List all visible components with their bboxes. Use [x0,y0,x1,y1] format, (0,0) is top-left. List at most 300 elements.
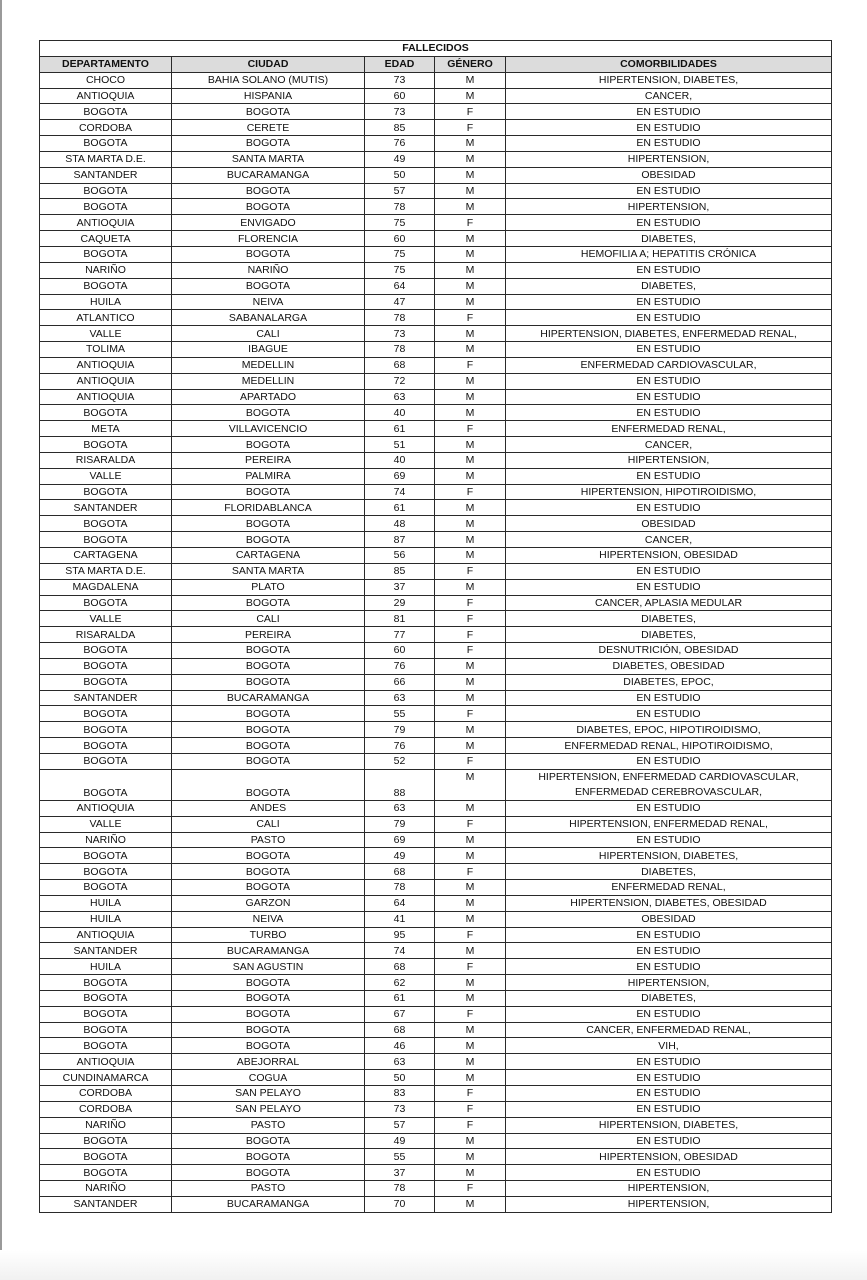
cell-ciudad: BOGOTA [172,880,365,896]
cell-comorbilidades: OBESIDAD [506,911,832,927]
cell-departamento: VALLE [40,611,172,627]
cell-comorbilidades: ENFERMEDAD RENAL, [506,421,832,437]
table-row [40,832,832,848]
cell-genero: M [435,1196,506,1212]
cell-edad: 85 [365,120,435,136]
table-row [40,975,832,991]
table-row [40,199,832,215]
cell-genero: F [435,1181,506,1197]
cell-edad: 50 [365,1070,435,1086]
cell-genero: M [435,437,506,453]
fallecidos-table [39,40,832,1213]
cell-edad: 46 [365,1038,435,1054]
cell-edad: 55 [365,706,435,722]
cell-departamento: HUILA [40,911,172,927]
cell-ciudad: BOGOTA [172,405,365,421]
table-row [40,405,832,421]
cell-genero: M [435,326,506,342]
table-row [40,769,832,800]
table-row [40,595,832,611]
cell-ciudad: CALI [172,611,365,627]
cell-edad: 47 [365,294,435,310]
cell-comorbilidades: EN ESTUDIO [506,927,832,943]
cell-edad: 60 [365,643,435,659]
table-row [40,532,832,548]
cell-departamento: BOGOTA [40,1022,172,1038]
table-row [40,880,832,896]
cell-genero: M [435,405,506,421]
cell-departamento: BOGOTA [40,643,172,659]
cell-comorbilidades: HIPERTENSION, HIPOTIROIDISMO, [506,484,832,500]
cell-departamento: BOGOTA [40,516,172,532]
cell-ciudad: ENVIGADO [172,215,365,231]
cell-comorbilidades: EN ESTUDIO [506,1006,832,1022]
cell-edad: 87 [365,532,435,548]
cell-genero: M [435,990,506,1006]
cell-comorbilidades: EN ESTUDIO [506,1133,832,1149]
cell-comorbilidades: EN ESTUDIO [506,405,832,421]
cell-ciudad: SANTA MARTA [172,563,365,579]
table-row [40,690,832,706]
cell-departamento: BOGOTA [40,246,172,262]
cell-genero: M [435,1054,506,1070]
table-row [40,452,832,468]
cell-genero: M [435,690,506,706]
cell-ciudad: HISPANIA [172,88,365,104]
table-row [40,1054,832,1070]
cell-genero: M [435,516,506,532]
cell-genero: M [435,532,506,548]
table-row [40,1070,832,1086]
cell-comorbilidades: EN ESTUDIO [506,468,832,484]
cell-departamento: BOGOTA [40,183,172,199]
cell-comorbilidades: ENFERMEDAD CARDIOVASCULAR, [506,357,832,373]
cell-comorbilidades: VIH, [506,1038,832,1054]
cell-edad: 37 [365,579,435,595]
cell-comorbilidades: DIABETES, EPOC, [506,674,832,690]
cell-ciudad: ANDES [172,800,365,816]
cell-departamento: BOGOTA [40,864,172,880]
cell-genero: F [435,816,506,832]
cell-comorbilidades: EN ESTUDIO [506,373,832,389]
cell-ciudad: BOGOTA [172,595,365,611]
table-row [40,1149,832,1165]
cell-departamento: ANTIOQUIA [40,373,172,389]
table-title: FALLECIDOS [40,41,832,57]
table-row [40,1101,832,1117]
cell-departamento: BOGOTA [40,975,172,991]
table-row [40,1165,832,1181]
cell-ciudad: FLORIDABLANCA [172,500,365,516]
cell-comorbilidades: EN ESTUDIO [506,120,832,136]
cell-genero: F [435,595,506,611]
cell-departamento: BOGOTA [40,848,172,864]
cell-edad: 75 [365,215,435,231]
table-row [40,421,832,437]
cell-departamento: NARIÑO [40,262,172,278]
cell-comorbilidades: HIPERTENSION, ENFERMEDAD CARDIOVASCULAR, ENFERMEDAD CEREBROVASCULAR, [506,769,832,800]
table-row [40,326,832,342]
table-row [40,357,832,373]
cell-ciudad: SAN AGUSTIN [172,959,365,975]
cell-departamento: VALLE [40,326,172,342]
cell-comorbilidades: HIPERTENSION, ENFERMEDAD RENAL, [506,816,832,832]
cell-edad: 64 [365,895,435,911]
cell-departamento: SANTANDER [40,500,172,516]
cell-departamento: STA MARTA D.E. [40,563,172,579]
cell-edad: 83 [365,1086,435,1102]
cell-ciudad: BOGOTA [172,722,365,738]
cell-comorbilidades: EN ESTUDIO [506,1165,832,1181]
cell-comorbilidades: HIPERTENSION, DIABETES, ENFERMEDAD RENAL, [506,326,832,342]
cell-comorbilidades: HIPERTENSION, OBESIDAD [506,548,832,564]
cell-edad: 60 [365,231,435,247]
cell-edad: 74 [365,943,435,959]
cell-departamento: CORDOBA [40,1101,172,1117]
cell-comorbilidades: EN ESTUDIO [506,690,832,706]
cell-genero: M [435,1038,506,1054]
cell-comorbilidades: EN ESTUDIO [506,136,832,152]
cell-ciudad: BOGOTA [172,1133,365,1149]
table-row [40,437,832,453]
table-row [40,167,832,183]
cell-ciudad: MEDELLIN [172,373,365,389]
cell-comorbilidades: DESNUTRICIÓN, OBESIDAD [506,643,832,659]
cell-edad: 63 [365,800,435,816]
cell-genero: M [435,199,506,215]
cell-edad: 77 [365,627,435,643]
table-row [40,1038,832,1054]
cell-edad: 78 [365,199,435,215]
cell-departamento: BOGOTA [40,595,172,611]
cell-comorbilidades: EN ESTUDIO [506,832,832,848]
cell-edad: 69 [365,468,435,484]
cell-edad: 81 [365,611,435,627]
cell-comorbilidades: HIPERTENSION, DIABETES, [506,72,832,88]
cell-comorbilidades: HIPERTENSION, [506,1196,832,1212]
cell-departamento: STA MARTA D.E. [40,151,172,167]
cell-genero: M [435,800,506,816]
cell-comorbilidades: DIABETES, OBESIDAD [506,658,832,674]
cell-departamento: BOGOTA [40,532,172,548]
table-row [40,548,832,564]
cell-genero: M [435,88,506,104]
cell-edad: 57 [365,183,435,199]
cell-genero: F [435,627,506,643]
table-row [40,278,832,294]
cell-comorbilidades: DIABETES, [506,611,832,627]
cell-comorbilidades: CANCER, ENFERMEDAD RENAL, [506,1022,832,1038]
table-row [40,1006,832,1022]
cell-genero: M [435,943,506,959]
cell-comorbilidades: ENFERMEDAD RENAL, [506,880,832,896]
cell-ciudad: BOGOTA [172,278,365,294]
cell-edad: 68 [365,864,435,880]
cell-departamento: BOGOTA [40,769,172,800]
table-row [40,990,832,1006]
table-row [40,373,832,389]
cell-ciudad: BOGOTA [172,1038,365,1054]
cell-comorbilidades: CANCER, [506,437,832,453]
cell-comorbilidades: DIABETES, EPOC, HIPOTIROIDISMO, [506,722,832,738]
cell-genero: F [435,357,506,373]
cell-comorbilidades: EN ESTUDIO [506,1101,832,1117]
cell-ciudad: NEIVA [172,911,365,927]
cell-edad: 63 [365,1054,435,1070]
cell-ciudad: BOGOTA [172,990,365,1006]
cell-edad: 70 [365,1196,435,1212]
cell-ciudad: COGUA [172,1070,365,1086]
cell-ciudad: BUCARAMANGA [172,1196,365,1212]
cell-departamento: SANTANDER [40,1196,172,1212]
cell-edad: 52 [365,753,435,769]
cell-comorbilidades: EN ESTUDIO [506,706,832,722]
cell-genero: M [435,342,506,358]
cell-edad: 41 [365,911,435,927]
table-row [40,88,832,104]
cell-comorbilidades: HIPERTENSION, DIABETES, [506,848,832,864]
cell-genero: F [435,310,506,326]
cell-departamento: BOGOTA [40,1006,172,1022]
cell-edad: 78 [365,342,435,358]
column-header-ciudad: CIUDAD [172,56,365,72]
cell-genero: M [435,468,506,484]
table-row [40,943,832,959]
cell-departamento: ATLANTICO [40,310,172,326]
cell-edad: 68 [365,959,435,975]
cell-departamento: NARIÑO [40,1117,172,1133]
cell-comorbilidades: DIABETES, [506,864,832,880]
cell-comorbilidades: EN ESTUDIO [506,215,832,231]
cell-departamento: BOGOTA [40,722,172,738]
table-row [40,674,832,690]
cell-ciudad: CALI [172,326,365,342]
cell-ciudad: BOGOTA [172,753,365,769]
cell-comorbilidades: EN ESTUDIO [506,959,832,975]
cell-departamento: BOGOTA [40,706,172,722]
cell-genero: M [435,136,506,152]
cell-departamento: BOGOTA [40,880,172,896]
table-row [40,1181,832,1197]
cell-edad: 60 [365,88,435,104]
table-row [40,579,832,595]
cell-genero: M [435,674,506,690]
table-row [40,1196,832,1212]
cell-genero: M [435,658,506,674]
cell-comorbilidades: HIPERTENSION, DIABETES, [506,1117,832,1133]
table-row [40,262,832,278]
cell-edad: 75 [365,262,435,278]
table-row [40,753,832,769]
table-row [40,516,832,532]
cell-edad: 61 [365,990,435,1006]
cell-departamento: BOGOTA [40,1038,172,1054]
cell-ciudad: BOGOTA [172,643,365,659]
header-row [40,56,832,72]
column-header-comorbilidades: COMORBILIDADES [506,56,832,72]
cell-departamento: ANTIOQUIA [40,927,172,943]
table-row [40,800,832,816]
cell-ciudad: BOGOTA [172,532,365,548]
cell-departamento: HUILA [40,959,172,975]
table-row [40,864,832,880]
table-row [40,389,832,405]
cell-departamento: NARIÑO [40,1181,172,1197]
cell-edad: 63 [365,389,435,405]
cell-genero: M [435,183,506,199]
table-row [40,231,832,247]
table-row [40,468,832,484]
table-row [40,911,832,927]
cell-edad: 63 [365,690,435,706]
cell-genero: M [435,294,506,310]
table-row [40,643,832,659]
cell-edad: 64 [365,278,435,294]
table-row [40,959,832,975]
cell-genero: F [435,1086,506,1102]
cell-departamento: HUILA [40,294,172,310]
cell-comorbilidades: EN ESTUDIO [506,563,832,579]
cell-ciudad: TURBO [172,927,365,943]
cell-edad: 72 [365,373,435,389]
cell-ciudad: MEDELLIN [172,357,365,373]
cell-edad: 61 [365,421,435,437]
cell-ciudad: BOGOTA [172,136,365,152]
cell-departamento: VALLE [40,468,172,484]
cell-departamento: ANTIOQUIA [40,1054,172,1070]
cell-ciudad: BOGOTA [172,706,365,722]
table-row [40,215,832,231]
cell-departamento: BOGOTA [40,1149,172,1165]
cell-ciudad: BOGOTA [172,183,365,199]
cell-genero: M [435,1149,506,1165]
cell-edad: 88 [365,769,435,800]
cell-departamento: SANTANDER [40,167,172,183]
cell-comorbilidades: HIPERTENSION, [506,975,832,991]
table-row [40,563,832,579]
cell-ciudad: BOGOTA [172,1006,365,1022]
cell-genero: M [435,151,506,167]
cell-ciudad: APARTADO [172,389,365,405]
cell-departamento: ANTIOQUIA [40,357,172,373]
table-row [40,706,832,722]
cell-genero: F [435,421,506,437]
cell-ciudad: BOGOTA [172,864,365,880]
cell-edad: 68 [365,357,435,373]
cell-departamento: BOGOTA [40,405,172,421]
cell-ciudad: BOGOTA [172,738,365,754]
cell-departamento: HUILA [40,895,172,911]
cell-comorbilidades: HIPERTENSION, [506,151,832,167]
cell-genero: M [435,848,506,864]
cell-genero: M [435,72,506,88]
cell-comorbilidades: EN ESTUDIO [506,262,832,278]
cell-comorbilidades: HEMOFILIA A; HEPATITIS CRÓNICA [506,246,832,262]
cell-ciudad: PEREIRA [172,452,365,468]
cell-edad: 75 [365,246,435,262]
cell-edad: 73 [365,326,435,342]
cell-comorbilidades: EN ESTUDIO [506,579,832,595]
cell-edad: 29 [365,595,435,611]
cell-edad: 61 [365,500,435,516]
cell-edad: 49 [365,848,435,864]
cell-edad: 51 [365,437,435,453]
cell-genero: F [435,563,506,579]
cell-comorbilidades: HIPERTENSION, OBESIDAD [506,1149,832,1165]
cell-departamento: NARIÑO [40,832,172,848]
cell-edad: 73 [365,72,435,88]
cell-departamento: RISARALDA [40,627,172,643]
table-row [40,611,832,627]
table-row [40,927,832,943]
cell-departamento: BOGOTA [40,738,172,754]
cell-genero: M [435,895,506,911]
cell-ciudad: BOGOTA [172,769,365,800]
cell-comorbilidades: CANCER, [506,88,832,104]
cell-comorbilidades: EN ESTUDIO [506,104,832,120]
table-row [40,722,832,738]
cell-ciudad: PASTO [172,1181,365,1197]
cell-departamento: CORDOBA [40,1086,172,1102]
cell-ciudad: ABEJORRAL [172,1054,365,1070]
cell-edad: 67 [365,1006,435,1022]
cell-genero: F [435,1117,506,1133]
cell-edad: 79 [365,816,435,832]
cell-comorbilidades: DIABETES, [506,278,832,294]
column-header-departamento: DEPARTAMENTO [40,56,172,72]
cell-ciudad: BUCARAMANGA [172,690,365,706]
table-row [40,72,832,88]
column-header-edad: EDAD [365,56,435,72]
cell-departamento: TOLIMA [40,342,172,358]
cell-edad: 57 [365,1117,435,1133]
cell-genero: M [435,167,506,183]
cell-departamento: SANTANDER [40,690,172,706]
cell-genero: F [435,1101,506,1117]
cell-comorbilidades: EN ESTUDIO [506,183,832,199]
cell-ciudad: BOGOTA [172,975,365,991]
cell-genero: F [435,927,506,943]
cell-genero: M [435,880,506,896]
table-row [40,151,832,167]
cell-genero: M [435,500,506,516]
cell-departamento: CORDOBA [40,120,172,136]
cell-edad: 76 [365,136,435,152]
cell-comorbilidades: OBESIDAD [506,167,832,183]
cell-edad: 68 [365,1022,435,1038]
cell-genero: M [435,373,506,389]
cell-edad: 49 [365,151,435,167]
cell-ciudad: SANTA MARTA [172,151,365,167]
cell-comorbilidades: HIPERTENSION, DIABETES, OBESIDAD [506,895,832,911]
cell-genero: F [435,484,506,500]
cell-departamento: CAQUETA [40,231,172,247]
cell-edad: 40 [365,452,435,468]
cell-edad: 66 [365,674,435,690]
cell-departamento: CUNDINAMARCA [40,1070,172,1086]
cell-departamento: BOGOTA [40,658,172,674]
cell-edad: 37 [365,1165,435,1181]
cell-departamento: RISARALDA [40,452,172,468]
table-row [40,104,832,120]
cell-edad: 49 [365,1133,435,1149]
cell-edad: 74 [365,484,435,500]
cell-departamento: BOGOTA [40,199,172,215]
cell-ciudad: BOGOTA [172,246,365,262]
cell-genero: F [435,215,506,231]
cell-departamento: BOGOTA [40,990,172,1006]
cell-ciudad: BOGOTA [172,104,365,120]
